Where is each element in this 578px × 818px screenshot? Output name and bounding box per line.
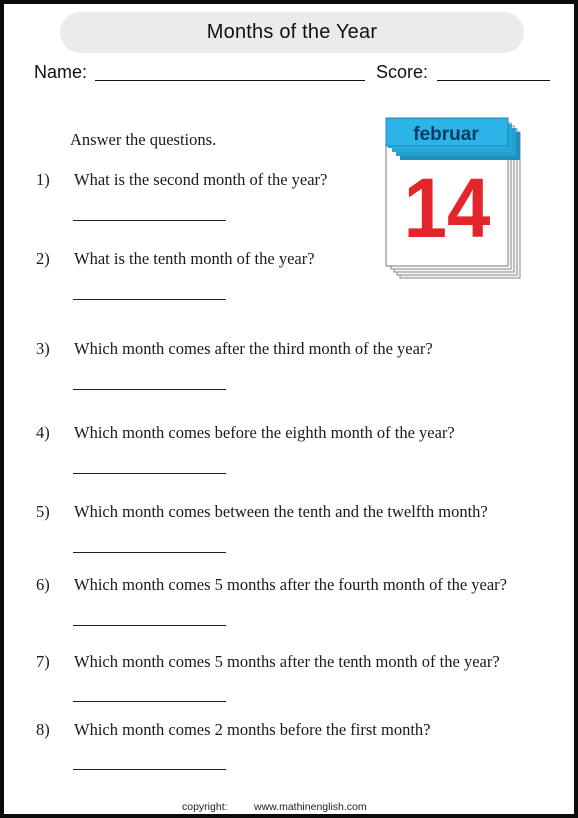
answer-line[interactable]	[73, 299, 226, 300]
answer-line[interactable]	[73, 473, 226, 474]
answer-line[interactable]	[73, 701, 226, 702]
question-number: 8)	[36, 720, 50, 739]
score-field[interactable]	[437, 80, 550, 81]
question-number: 5)	[36, 502, 50, 521]
question-text: What is the tenth month of the year?	[74, 249, 315, 268]
score-label: Score:	[376, 62, 429, 82]
question-number: 7)	[36, 652, 50, 671]
name-label: Name:	[34, 62, 88, 82]
question-number: 1)	[36, 170, 50, 189]
title-banner	[60, 12, 524, 53]
question-text: Which month comes before the eighth month of the year?	[74, 423, 455, 442]
question-text: Which month comes 5 months after the fourth month of the year?	[74, 575, 508, 594]
question-text: What is the second month of the year?	[74, 170, 328, 189]
instructions: Answer the questions.	[70, 130, 217, 149]
question-text: Which month comes 2 months before the first month?	[74, 720, 431, 739]
calendar-month: februar	[413, 124, 479, 145]
question-text: Which month comes 5 months after the tenth month of the year?	[74, 652, 500, 671]
question-number: 6)	[36, 575, 50, 594]
question-number: 4)	[36, 423, 50, 442]
page-title: Months of the Year	[206, 21, 378, 43]
calendar-day: 14	[403, 162, 491, 256]
calendar-icon	[384, 116, 526, 282]
answer-line[interactable]	[73, 389, 226, 390]
answer-line[interactable]	[73, 625, 226, 626]
name-field[interactable]	[95, 80, 365, 81]
website-link[interactable]: www.mathinenglish.com	[254, 801, 367, 813]
question-text: Which month comes after the third month of the year?	[74, 339, 433, 358]
question-number: 2)	[36, 249, 50, 268]
answer-line[interactable]	[73, 220, 226, 221]
question-number: 3)	[36, 339, 50, 358]
answer-line[interactable]	[73, 552, 226, 553]
copyright-label: copyright:	[182, 801, 228, 813]
answer-line[interactable]	[73, 769, 226, 770]
question-text: Which month comes between the tenth and the twelfth month?	[74, 502, 488, 521]
